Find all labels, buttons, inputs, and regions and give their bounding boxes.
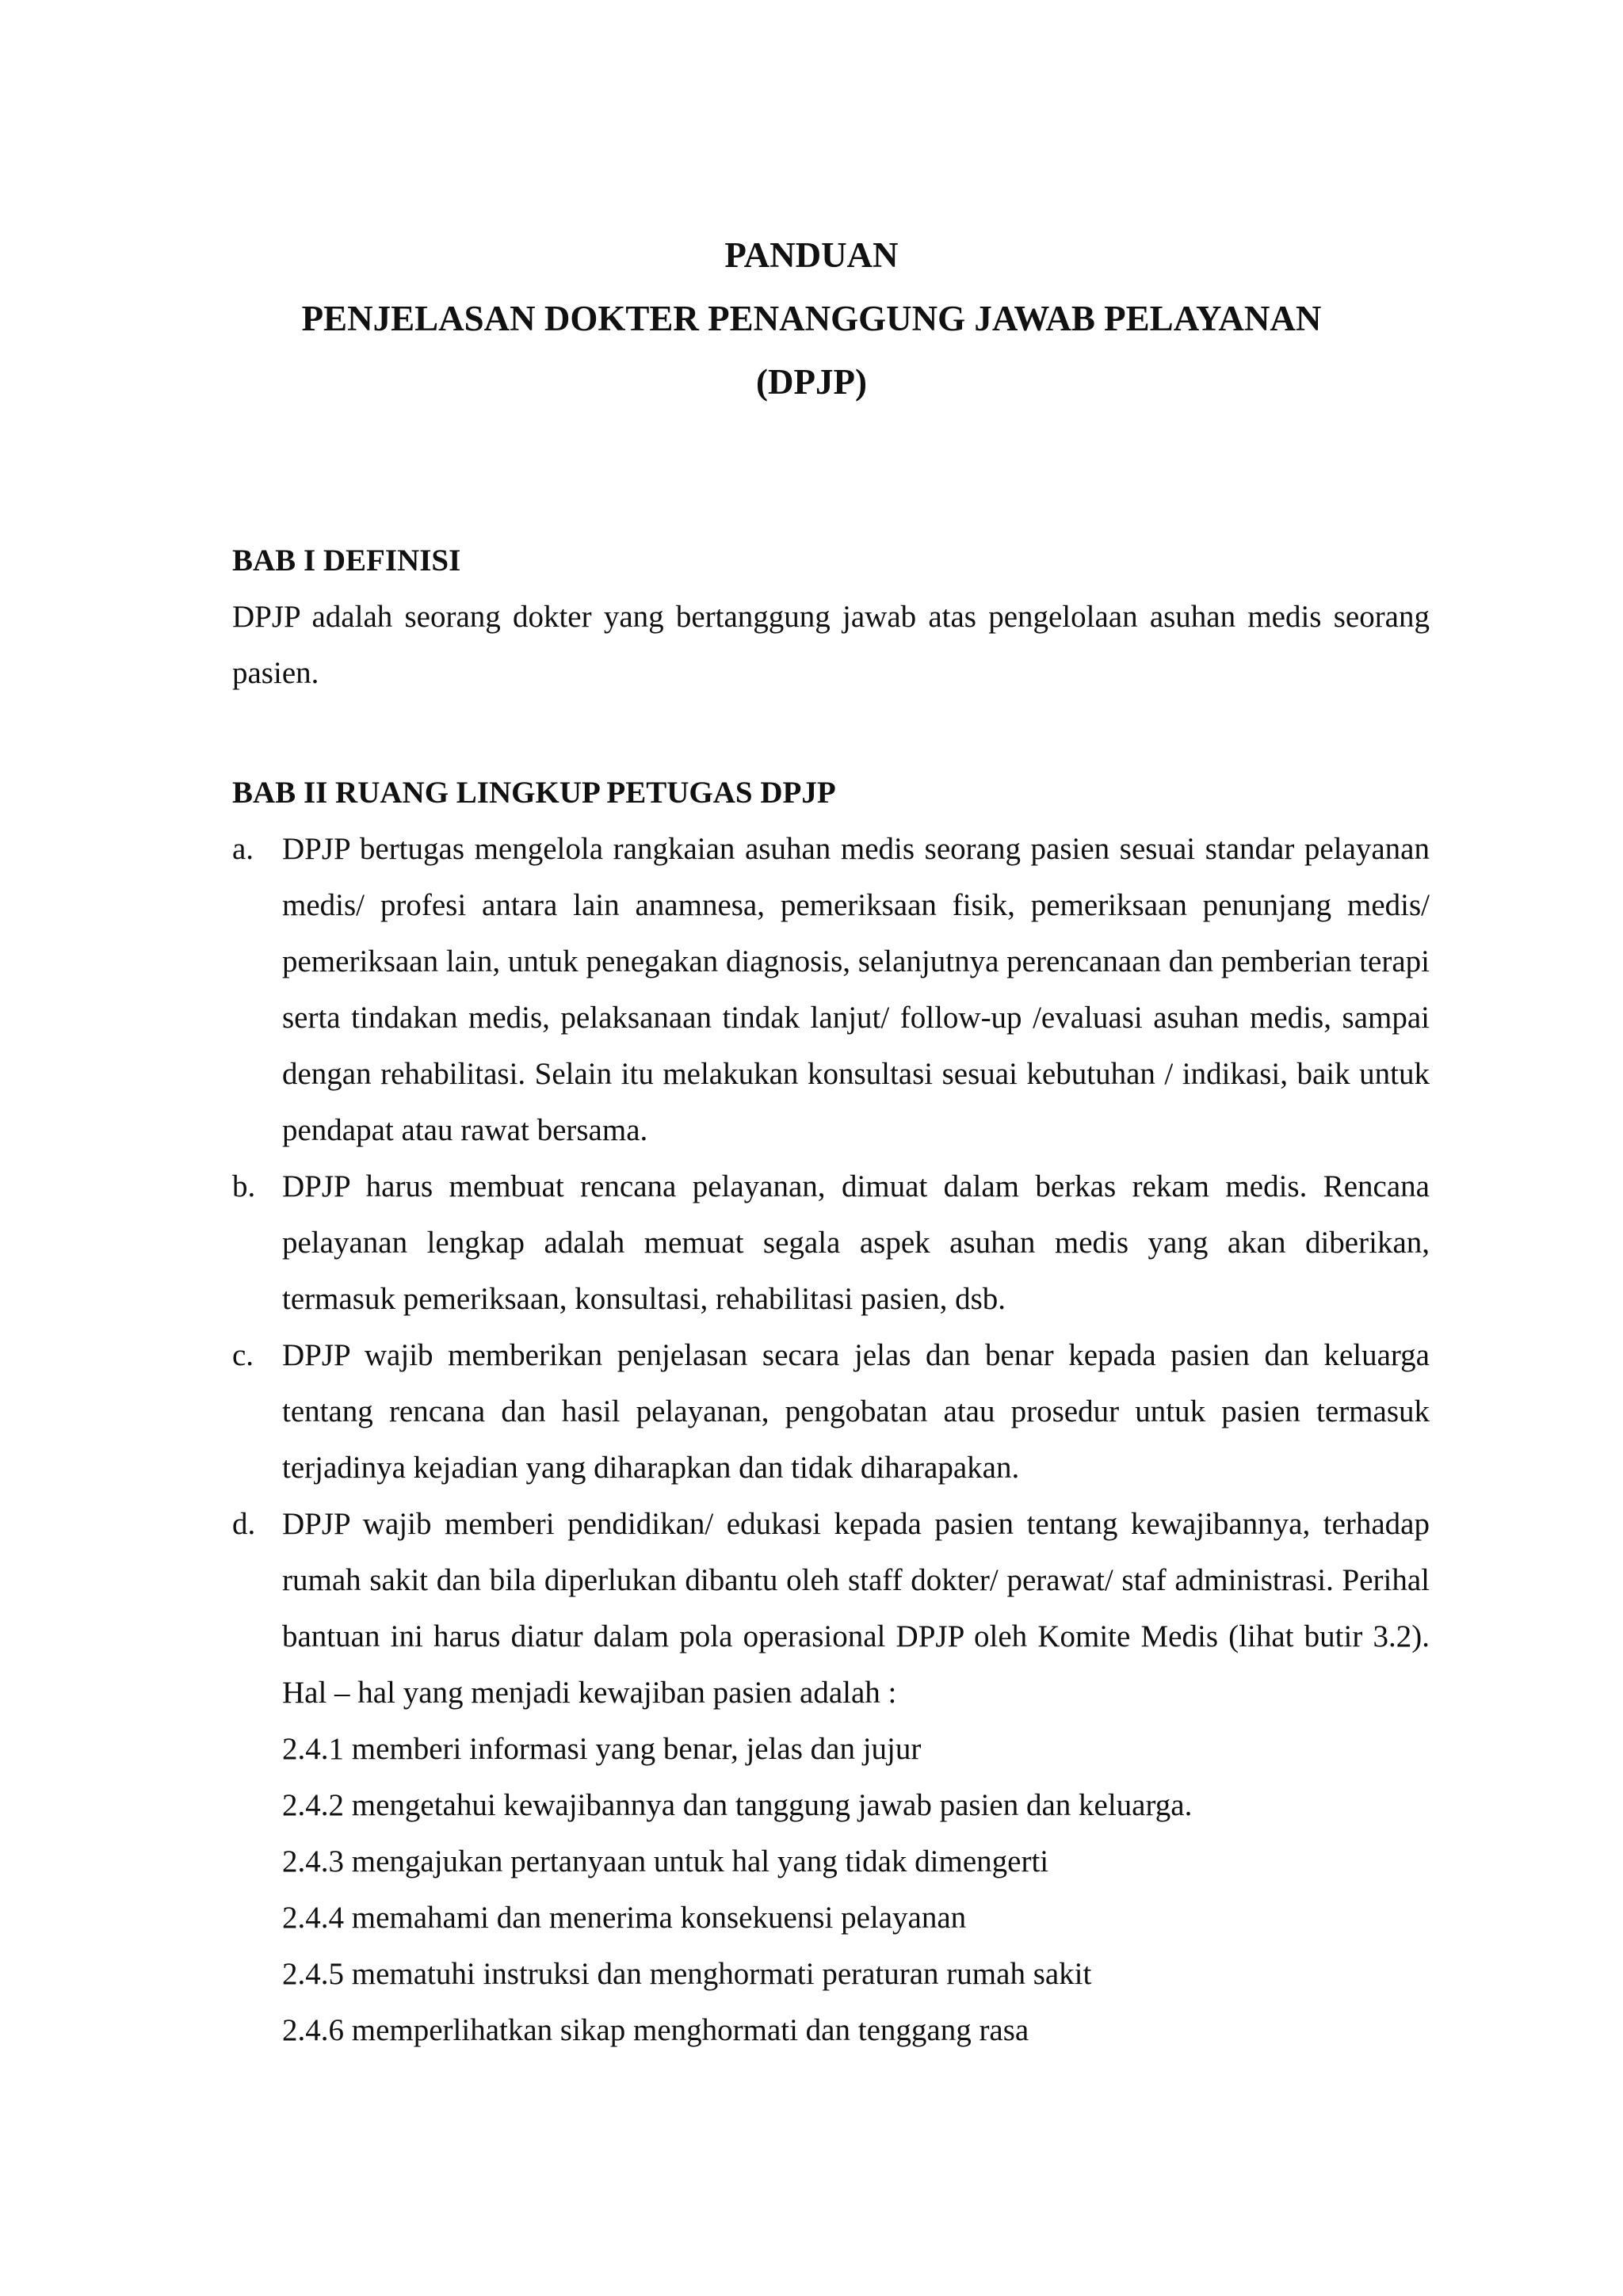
title-line-3: (DPJP): [756, 362, 867, 402]
list-item-text: DPJP wajib memberi pendidikan/ edukasi kepada pasien tentang kewajibannya, terhadap rumah sakit dan bila diperlukan dibantu oleh staff dokter/ perawat/ staf administrasi. Perihal bantuan ini harus diatur dalam pola operasional DPJP oleh Komite Medis (lihat butir 3.2). Hal – hal yang menjadi kewajiban pasien adalah :: [282, 1507, 1430, 1710]
title-line-2: PENJELASAN DOKTER PENANGGUNG JAWAB PELAYANAN: [301, 299, 1322, 338]
list-item-a: [232, 821, 1430, 1158]
sub-list-item: 2.4.2 mengetahui kewajibannya dan tanggung jawab pasien dan keluarga.: [282, 1788, 1193, 1822]
list-item-b: [232, 1158, 1430, 1327]
sub-list-item: 2.4.1 memberi informasi yang benar, jelas dan jujur: [282, 1732, 922, 1766]
list-item-d: [232, 1496, 1430, 1721]
sub-list-item: 2.4.6 memperlihatkan sikap menghormati dan tenggang rasa: [282, 2013, 1029, 2047]
list-marker: a.: [232, 832, 254, 866]
document-title: [0, 223, 1623, 414]
title-line-1: PANDUAN: [724, 235, 899, 275]
list-marker: b.: [232, 1169, 256, 1203]
sub-list-item: 2.4.4 memahami dan menerima konsekuensi pelayanan: [282, 1901, 967, 1935]
list-item-text: DPJP bertugas mengelola rangkaian asuhan medis seorang pasien sesuai standar pelayanan medis/ profesi antara lain anamnesa, pemeriksaan fisik, pemeriksaan penunjang medis/ pemeriksaan lain, untuk penegakan diagnosis, selanjutnya perencanaan dan pemberian terapi serta tindakan medis, pelaksanaan tindak lanjut/ follow-up /evaluasi asuhan medis, sampai dengan rehabilitasi. Selain itu melakukan konsultasi sesuai kebutuhan / indikasi, baik untuk pendapat atau rawat bersama.: [282, 832, 1430, 1147]
definition-paragraph: DPJP adalah seorang dokter yang bertanggung jawab atas pengelolaan asuhan medis seorang pasien.: [232, 600, 1430, 690]
patient-obligations-list: [232, 1721, 1430, 2058]
section-heading-bab2: BAB II RUANG LINGKUP PETUGAS DPJP: [232, 776, 836, 810]
document-body: [232, 532, 1430, 2058]
list-item-c: [232, 1327, 1430, 1496]
list-marker: d.: [232, 1507, 256, 1541]
section-spacer: [232, 701, 1430, 765]
section-heading-bab1: BAB I DEFINISI: [232, 543, 461, 578]
list-item-text: DPJP harus membuat rencana pelayanan, dimuat dalam berkas rekam medis. Rencana pelayanan lengkap adalah memuat segala aspek asuhan medis yang akan diberikan, termasuk pemeriksaan, konsultasi, rehabilitasi pasien, dsb.: [282, 1169, 1430, 1316]
list-item-text: DPJP wajib memberikan penjelasan secara jelas dan benar kepada pasien dan keluarga tentang rencana dan hasil pelayanan, pengobatan atau prosedur untuk pasien termasuk terjadinya kejadian yang diharapkan dan tidak diharapakan.: [282, 1338, 1430, 1485]
sub-list-item: 2.4.5 mematuhi instruksi dan menghormati peraturan rumah sakit: [282, 1957, 1092, 1991]
list-marker: c.: [232, 1338, 254, 1372]
sub-list-item: 2.4.3 mengajukan pertanyaan untuk hal yang tidak dimengerti: [282, 1844, 1049, 1878]
